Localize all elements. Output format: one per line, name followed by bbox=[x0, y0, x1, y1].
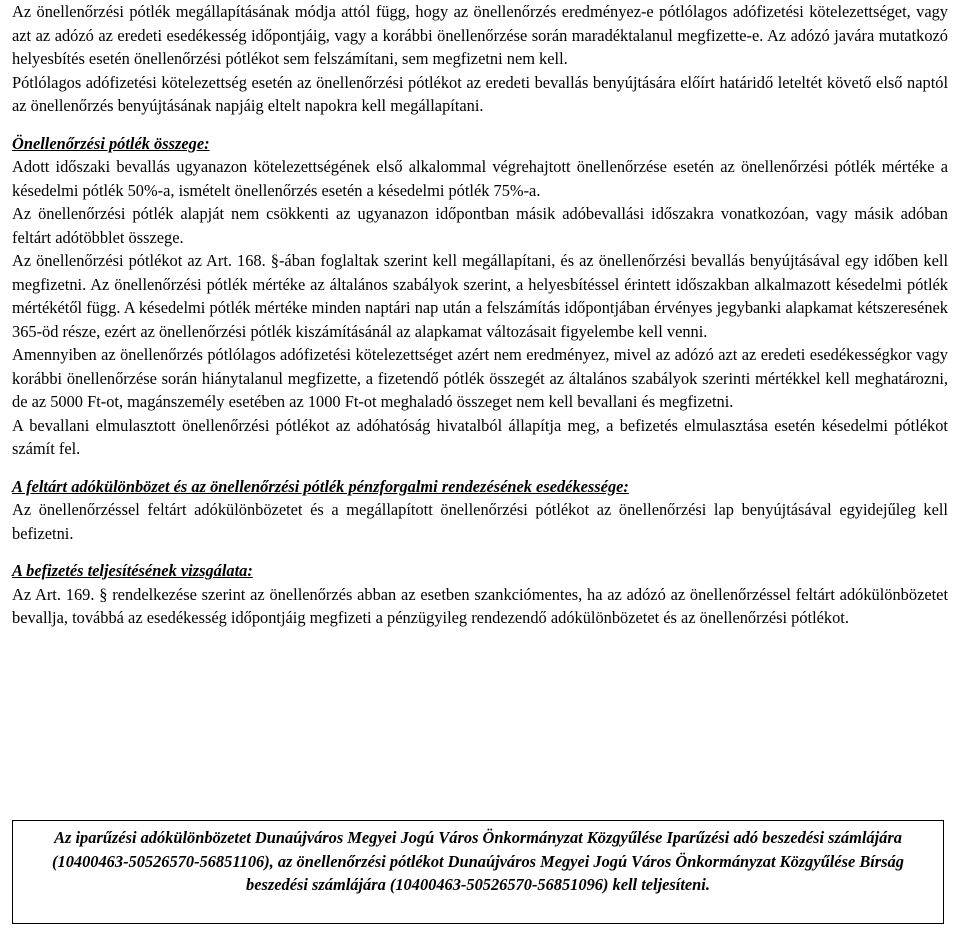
document-body bbox=[12, 0, 948, 630]
amount-paragraph-2: Az önellenőrzési pótlék alapját nem csökkenti az ugyanazon időpontban másik adóbevallási időszakra vonatkozóan, vagy másik adóban feltárt adótöbblet összege. bbox=[12, 204, 948, 247]
payment-paragraph-1: Az Art. 169. § rendelkezése szerint az önellenőrzés abban az esetben szankciómentes, ha az adózó az önellenőrzéssel feltárt adókülönbözetet bevallja, továbbá az esedékesség időpontjáig megfizeti a pénzügyileg rendezendő adókülönbözetet és az önellenőrzési pótlékot. bbox=[12, 584, 948, 627]
payment-notice-text: Az iparűzési adókülönbözetet Dunaújváros Megyei Jogú Város Önkormányzat Közgyűlése Iparűzési adó beszedési számlájára (10400463-50526570-56851106), az önellenőrzési pótlékot Dunaújváros Megyei Jogú Város Önkormányzat Közgyűlése Bírság beszedési számlájára (10400463-50526570-56851096) kell teljesíteni. bbox=[52, 828, 904, 894]
amount-paragraph-1: Adott időszaki bevallás ugyanazon kötelezettségének első alkalommal végrehajtott önellenőrzése esetén az önellenőrzési pótlék mértéke a késedelmi pótlék 50%-a, ismételt önellenőrzés esetén a késedelmi pótlék 75%-a. bbox=[12, 157, 948, 200]
heading-amount: Önellenőrzési pótlék összege: bbox=[12, 133, 210, 153]
due-paragraph-1: Az önellenőrzéssel feltárt adókülönbözetet és a megállapított önellenőrzési pótlékot az önellenőrzési lap benyújtásával egyidejűleg kell befizetni. bbox=[12, 500, 948, 543]
amount-paragraph-5: A bevallani elmulasztott önellenőrzési pótlékot az adóhatóság hivatalból állapítja meg, a befizetés elmulasztása esetén késedelmi pótlékot számít fel. bbox=[12, 415, 948, 458]
heading-payment-check: A befizetés teljesítésének vizsgálata: bbox=[12, 561, 253, 580]
intro-paragraph-2: Pótlólagos adófizetési kötelezettség esetén az önellenőrzési pótlékot az eredeti bevallás benyújtására előírt határidő leteltét követő első naptól az önellenőrzés benyújtásának napjáig eltelt napokra kell megállapítani. bbox=[12, 72, 948, 115]
amount-paragraph-3: Az önellenőrzési pótlékot az Art. 168. §-ában foglaltak szerint kell megállapítani, és az önellenőrzési bevallás benyújtásával egy időben kell megfizetni. Az önellenőrzési pótlék mértéke az általános szabályok szerint, a helyesbítéssel érintett időszakban alkalmazott késedelmi pótlék mértékétől függ. A késedelmi pótlék mértéke minden naptári nap után a felszámítás időpontjában érvényes jegybanki alapkamat kétszeresének 365-öd része, ezért az önellenőrzési pótlék kiszámításánál az alapkamat változásait figyelembe kell venni. bbox=[12, 251, 948, 341]
intro-paragraph-1: Az önellenőrzési pótlék megállapításának módja attól függ, hogy az önellenőrzés eredményez-e pótlólagos adófizetési kötelezettséget, vagy azt az adózó az eredeti esedékesség időpontjáig, vagy a korábbi önellenőrzése során maradéktalanul megfizette-e. Az adózó javára mutatkozó helyesbítés esetén önellenőrzési pótlékot sem felszámítani, sem megfizetni nem kell. bbox=[12, 2, 948, 68]
payment-notice-box bbox=[12, 820, 944, 924]
heading-due-date: A feltárt adókülönbözet és az önellenőrzési pótlék pénzforgalmi rendezésének esedékessége: bbox=[12, 476, 629, 496]
amount-paragraph-4: Amennyiben az önellenőrzés pótlólagos adófizetési kötelezettséget azért nem eredményez, mivel az adózó azt az eredeti esedékességkor vagy korábbi önellenőrzése során hiánytalanul megfizette, a fizetendő pótlék összegét az általános szabályok szerinti mértékkel kell meghatározni, de az 5000 Ft-ot, magánszemély esetében az 1000 Ft-ot meghaladó összeget nem kell bevallani és megfizetni. bbox=[12, 345, 948, 411]
